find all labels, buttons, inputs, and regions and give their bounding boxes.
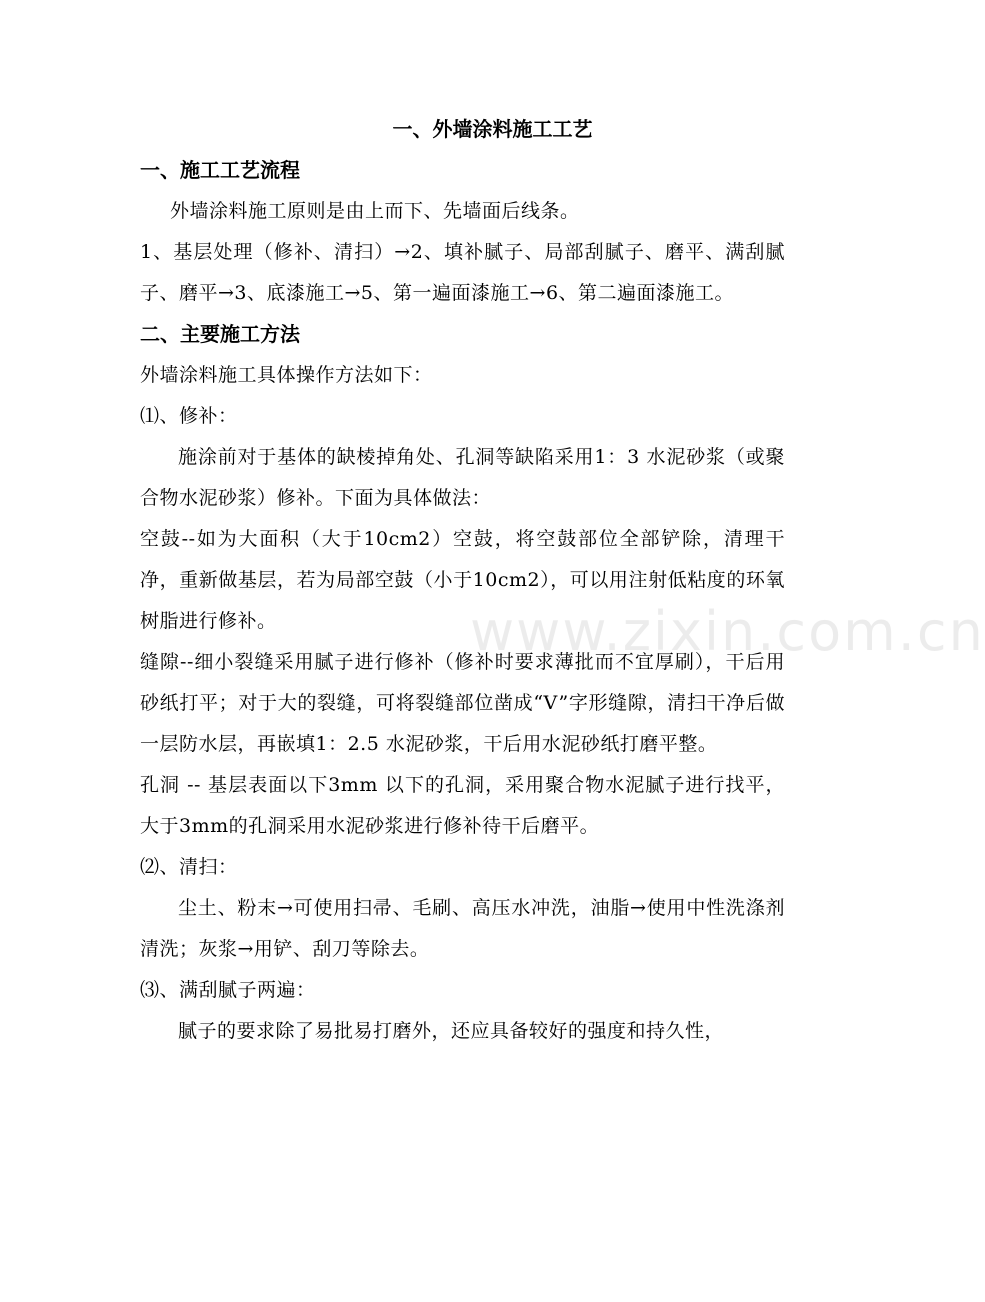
watermark: www.zixin.com.cn [470, 600, 985, 663]
section-heading-methods: 二、主要施工方法 [140, 322, 300, 346]
paragraph-principle: 外墙涂料施工原则是由上而下、先墙面后线条。 [170, 200, 580, 222]
document-title: 一、外墙涂料施工工艺 [392, 117, 593, 141]
paragraph-putty: 腻子的要求除了易批易打磨外，还应具备较好的强度和持久性， [178, 1020, 725, 1042]
paragraph-process-steps: 1、基层处理（修补、清扫）→2、填补腻子、局部刮腻子、磨平、满刮腻子、磨平→3、底漆施工→5、第一遍面漆施工→6、第二遍面漆施工。 [140, 241, 785, 304]
document-body [140, 108, 785, 1052]
item-clean-title: ⑵、清扫： [140, 856, 238, 878]
paragraph-hole: 孔洞 -- 基层表面以下3mm 以下的孔洞，采用聚合物水泥腻子进行找平，大于3mm的孔洞采用水泥砂浆进行修补待干后磨平。 [140, 774, 785, 837]
paragraph-hollow: 空鼓--如为大面积（大于10cm2）空鼓，将空鼓部位全部铲除，清理干净，重新做基层，若为局部空鼓（小于10cm2），可以用注射低粘度的环氧树脂进行修补。 [140, 528, 785, 632]
item-putty-title: ⑶、满刮腻子两遍： [140, 979, 316, 1001]
item-repair-title: ⑴、修补： [140, 405, 238, 427]
paragraph-crack: 缝隙--细小裂缝采用腻子进行修补（修补时要求薄批而不宜厚刷），干后用砂纸打平；对于大的裂缝，可将裂缝部位凿成“V”字形缝隙，清扫干净后做一层防水层，再嵌填1：2.5 水泥砂浆，干后用水泥砂纸打磨平整。 [140, 651, 785, 755]
paragraph-methods-intro: 外墙涂料施工具体操作方法如下： [140, 364, 433, 386]
paragraph-repair: 施涂前对于基体的缺棱掉角处、孔洞等缺陷采用1：3 水泥砂浆（或聚合物水泥砂浆）修补。下面为具体做法： [140, 446, 785, 509]
paragraph-clean: 尘土、粉末→可使用扫帚、毛刷、高压水冲洗，油脂→使用中性洗涤剂清洗；灰浆→用铲、刮刀等除去。 [140, 897, 785, 960]
section-heading-process: 一、施工工艺流程 [140, 158, 300, 182]
